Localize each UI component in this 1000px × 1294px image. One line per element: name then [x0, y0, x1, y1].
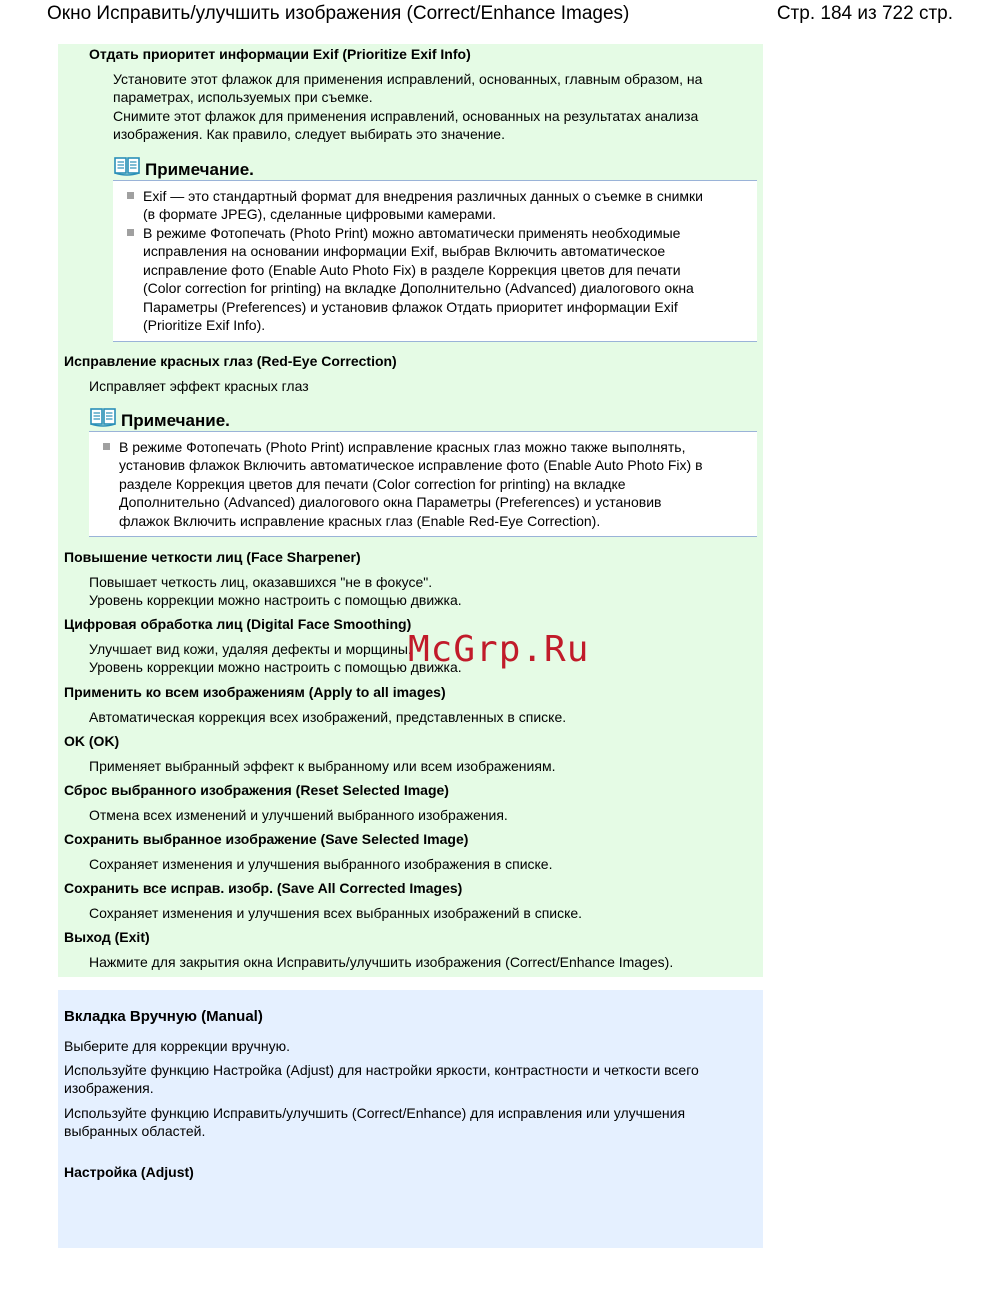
bullet-icon	[127, 192, 134, 199]
apply-all-heading: Применить ко всем изображениям (Apply to all images)	[64, 684, 446, 700]
face-smoothing-description: Улучшает вид кожи, удаляя дефекты и морщины. Уровень коррекции можно настроить с помощью движка.	[89, 641, 462, 676]
save-selected-description: Сохраняет изменения и улучшения выбранного изображения в списке.	[89, 856, 553, 872]
save-all-description: Сохраняет изменения и улучшения всех выбранных изображений в списке.	[89, 905, 583, 921]
face-sharpener-description: Повышает четкость лиц, оказавшихся "не в фокусе". Уровень коррекции можно настроить с помощью движка.	[89, 574, 462, 609]
manual-paragraph-3: Используйте функцию Исправить/улучшить (Correct/Enhance) для исправления или улучшения выбранных областей.	[64, 1105, 686, 1140]
bullet-icon	[103, 443, 110, 450]
manual-paragraph-1: Выберите для коррекции вручную.	[64, 1038, 290, 1054]
save-selected-heading: Сохранить выбранное изображение (Save Selected Image)	[64, 831, 469, 847]
manual-heading: Вкладка Вручную (Manual)	[64, 1008, 263, 1025]
document-title: Окно Исправить/улучшить изображения (Correct/Enhance Images)	[47, 3, 630, 24]
book-icon	[90, 407, 116, 427]
exif-heading: Отдать приоритет информации Exif (Prioritize Exif Info)	[89, 46, 471, 62]
note-bullet-text: В режиме Фотопечать (Photo Print) исправление красных глаз можно также выполнять, установив флажок Включить автоматическое исправление фото (Enable Auto Photo Fix) в разделе Коррекция цветов для печати (Color correction for printing) на вкладке Дополнительно (Advanced) диалогового окна Параметры (Preferences) и установив флажок Включить исправление красных глаз (Enable Red-Eye Correction).	[119, 439, 703, 529]
apply-all-description: Автоматическая коррекция всех изображений, представленных в списке.	[89, 709, 567, 725]
ok-heading: OK (OK)	[64, 733, 120, 749]
note-bullet-text: Exif — это стандартный формат для внедрения различных данных о съемке в снимки (в формате JPEG), сделанные цифровыми камерами.	[143, 188, 703, 223]
redeye-heading: Исправление красных глаз (Red-Eye Correction)	[64, 353, 397, 369]
note-title: Примечание.	[145, 160, 254, 179]
bullet-icon	[127, 229, 134, 236]
page-header	[0, 0, 1000, 34]
page-counter: Стр. 184 из 722 стр.	[776, 3, 953, 24]
redeye-description: Исправляет эффект красных глаз	[89, 378, 309, 394]
manual-paragraph-2: Используйте функцию Настройка (Adjust) для настройки яркости, контрастности и четкости всего изображения.	[64, 1062, 699, 1097]
reset-heading: Сброс выбранного изображения (Reset Selected Image)	[64, 782, 449, 798]
reset-description: Отмена всех изменений и улучшений выбранного изображения.	[89, 807, 508, 823]
watermark: McGrp.Ru	[408, 629, 590, 670]
save-all-heading: Сохранить все исправ. изобр. (Save All Corrected Images)	[64, 880, 463, 896]
exit-description: Нажмите для закрытия окна Исправить/улучшить изображения (Correct/Enhance Images).	[89, 954, 674, 970]
book-icon	[114, 156, 140, 176]
exif-description: Установите этот флажок для применения исправлений, основанных, главным образом, на параметрах, используемых при съемке. Снимите этот флажок для применения исправлений, основанных на результатах анализа изображения. Как правило, следует выбирать это значение.	[113, 71, 703, 143]
adjust-heading: Настройка (Adjust)	[64, 1164, 194, 1180]
note-title: Примечание.	[121, 411, 230, 430]
exit-heading: Выход (Exit)	[64, 929, 150, 945]
ok-description: Применяет выбранный эффект к выбранному или всем изображениям.	[89, 758, 556, 774]
note-bullet-text: В режиме Фотопечать (Photo Print) можно автоматически применять необходимые исправления на основании информации Exif, выбрав Включить автоматическое исправление фото (Enable Auto Photo Fix) в разделе Коррекция цветов для печати (Color correction for printing) на вкладке Дополнительно (Advanced) диалогового окна Параметры (Preferences) и установив флажок Отдать приоритет информации Exif (Prioritize Exif Info).	[143, 225, 694, 334]
face-smoothing-heading: Цифровая обработка лиц (Digital Face Smoothing)	[64, 616, 412, 632]
face-sharpener-heading: Повышение четкости лиц (Face Sharpener)	[64, 549, 361, 565]
